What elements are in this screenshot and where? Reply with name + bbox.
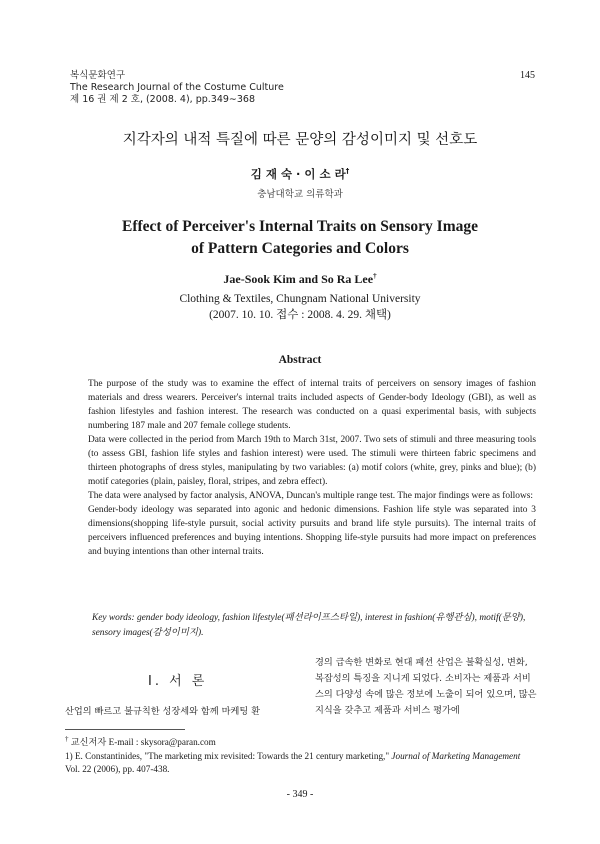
body-text-right-column: 경의 급속한 변화로 현대 패션 산업은 불확실성, 변화, 복잡성의 특징을 지니게 되었다. 소비자는 제품과 서비스의 다양성 속에 많은 정보에 노출이 되어 있으며, 많은 지식을 갖추고 제품과 서비스 평가에 bbox=[315, 657, 537, 716]
authors-korean bbox=[0, 166, 600, 182]
abstract-body bbox=[88, 377, 536, 559]
authors-english-names: Jae-Sook Kim and So Ra Lee bbox=[223, 272, 374, 286]
journal-name-en: The Research Journal of the Costume Culture bbox=[70, 82, 284, 93]
authors-english bbox=[0, 272, 600, 287]
footnote-1-suffix: Vol. 22 (2006), pp. 407-438. bbox=[65, 764, 170, 775]
abstract-paragraph: The purpose of the study was to examine the effect of internal traits of perceivers on sensory images of fashion materials and dress wearers. Perceiver's internal traits included aspects of Gender-body Ideology (GBI), as well as fashion lifestyles and fashion interest. The research was conducted on a quasi experimental basis, with subjects numbering 187 male and 207 female college students. bbox=[88, 379, 536, 431]
abstract-paragraph: Data were collected in the period from March 19th to March 31st, 2007. Two sets of stimuli and three measuring tools (to assess GBI, fashion life styles and fashion interest) were used. The stimuli were thirteen fabric specimens and thirteen photographs of dress styles, manipulating by two variables: (a) motif colors (white, grey, pinks and blue); (b) motif categories (plain, paisley, floral, stripes, and zebra effect). bbox=[88, 435, 536, 487]
volume-info: 제 16 권 제 2 호, (2008. 4), pp.349∼368 bbox=[70, 94, 255, 105]
title-korean: 지각자의 내적 특질에 따른 문양의 감성이미지 및 선호도 bbox=[122, 132, 478, 148]
footnote-1 bbox=[65, 750, 537, 776]
keywords: Key words: gender body ideology, fashion lifestyle(패션라이프스타일), interest in fashion(유행관심), motif(문양), sensory images(감성이미지). bbox=[92, 613, 526, 638]
corresponding-email: 교신저자 E-mail : skysora@paran.com bbox=[70, 737, 216, 748]
section-heading-introduction: Ⅰ. 서 론 bbox=[148, 674, 208, 689]
corresponding-mark-en: † bbox=[373, 272, 377, 280]
abstract-paragraph: The data were analysed by factor analysis, ANOVA, Duncan's multiple range test. The major findings were as follows: bbox=[88, 491, 533, 501]
abstract-paragraph: Gender-body ideology was separated into agonic and hedonic dimensions. Fashion life style was separated into 3 dimensions(shopping life-style pursuit, social activity pursuits and brand life style pursuits). The internal traits of perceivers influenced preferences and buying intentions. Shopping life-style pursuits had more impact on preferences and buying intentions than other internal traits. bbox=[88, 505, 536, 557]
footnote-divider bbox=[65, 729, 185, 730]
footnote-mark: † bbox=[65, 735, 69, 743]
authors-korean-names: 김 재 숙 · 이 소 라 bbox=[250, 167, 346, 181]
affiliation-english: Clothing & Textiles, Chungnam National University bbox=[179, 293, 421, 305]
title-english bbox=[0, 216, 600, 260]
header-page-number: 145 bbox=[520, 70, 535, 81]
body-text-left-column: 산업의 빠르고 불규칙한 성장세와 함께 마케팅 환 bbox=[65, 706, 261, 717]
title-english-line2: of Pattern Categories and Colors bbox=[191, 240, 409, 257]
footnote-1-prefix: 1) E. Constantinides, "The marketing mix revisited: Towards the 21 century marketing," bbox=[65, 751, 390, 762]
journal-name-kr: 복식문화연구 bbox=[70, 70, 126, 81]
footer-page-number: - 349 - bbox=[286, 789, 314, 800]
footnote-corresponding-author bbox=[65, 733, 537, 749]
corresponding-mark: † bbox=[345, 167, 350, 176]
footnote-1-journal: Journal of Marketing Management bbox=[391, 751, 521, 762]
abstract-heading: Abstract bbox=[278, 354, 322, 366]
journal-header bbox=[70, 70, 284, 106]
received-accepted-dates: (2007. 10. 10. 접수 : 2008. 4. 29. 채택) bbox=[209, 309, 391, 321]
affiliation-english-block bbox=[0, 291, 600, 323]
footnotes bbox=[65, 733, 537, 776]
title-english-line1: Effect of Perceiver's Internal Traits on Sensory Image bbox=[122, 218, 478, 235]
affiliation-korean: 충남대학교 의류학과 bbox=[257, 189, 343, 200]
